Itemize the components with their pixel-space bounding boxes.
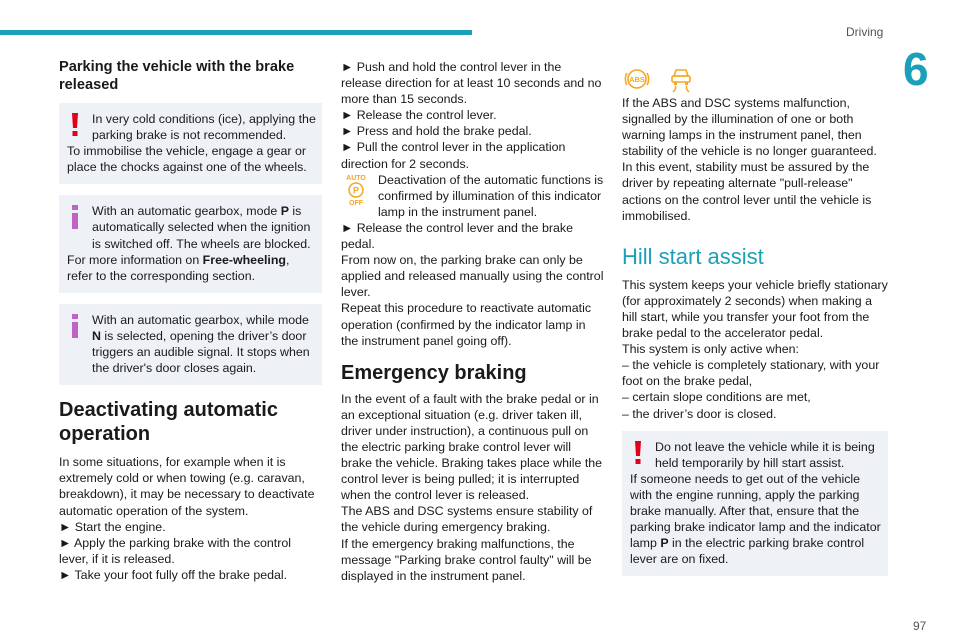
auto-p-off-indicator-icon [341, 173, 371, 206]
indicator-text: Deactivation of the automatic functions is confirmed by illumination of this indicator lamp in the instrument panel. [378, 172, 604, 219]
warning-text-first: In very cold conditions (ice), applying the parking brake is not recommended. [92, 112, 316, 143]
page-number: 97 [913, 619, 927, 633]
info-text [67, 312, 316, 376]
info-icon [69, 312, 81, 340]
step: ► Release the control lever. [341, 108, 497, 123]
info-text-rest [67, 252, 316, 284]
paragraph: Repeat this procedure to reactivate automatic operation (confirmed by the indicator lamp in the instrument panel going off). [341, 301, 592, 348]
info-text: is automatically selected when the ignition is switched off. The wheels are blocked. [92, 204, 311, 251]
warning-text: in the electric parking brake control lever are on fixed. [630, 536, 865, 567]
info-box-automatic-n [59, 304, 322, 385]
warning-text-rest [630, 471, 882, 568]
abs-warning-icon [622, 64, 652, 94]
hill-paragraph: This system keeps your vehicle briefly stationary (for approximately 2 seconds) when making a hill start, while you transfer your foot from the brake pedal to the accelerator pedal. [622, 277, 888, 341]
chapter-number: 6 [903, 43, 929, 95]
step: ► Press and hold the brake pedal. [341, 124, 532, 139]
exclamation-warning-icon [69, 111, 81, 139]
section-name: Driving [846, 25, 884, 39]
column-2 [341, 59, 605, 584]
free-wheeling-label: Free-wheeling [202, 252, 286, 267]
svg-text:OFF: OFF [349, 199, 363, 206]
warning-text-first: Do not leave the vehicle while it is being held temporarily by hill start assist. [655, 439, 875, 470]
info-text: With an automatic gearbox, while mode [92, 312, 309, 327]
warning-box-cold [59, 103, 322, 184]
abs-paragraph: If the ABS and DSC systems malfunction, signalled by the illumination of one or both warning lamps in the instrument panel, then stability of the vehicle is no longer guaranteed. [622, 96, 877, 159]
info-icon [69, 203, 81, 231]
warning-box-hill-start [622, 431, 888, 577]
mode-n-label: N [92, 328, 101, 343]
hill-start-heading: Hill start assist [622, 243, 764, 269]
mode-p-label: P [280, 204, 289, 219]
header-accent-bar [0, 30, 472, 35]
info-text: For more information on [67, 252, 203, 267]
step: ► Apply the parking brake with the control lever, if it is released. [59, 535, 291, 566]
deactivating-heading: Deactivating automatic operation [59, 399, 278, 446]
exclamation-warning-icon [632, 439, 644, 467]
info-text-first [67, 203, 316, 251]
warning-text-rest: To immobilise the vehicle, engage a gear or place the chocks against one of the wheels. [67, 144, 307, 175]
warning-text: If someone needs to get out of the vehicle with the engine running, apply the parking brake manually. After that, ensure that the parking brake indicator lamp and the indicator lamp [630, 471, 881, 551]
svg-text:AUTO: AUTO [346, 174, 366, 182]
parking-heading: Parking the vehicle with the brake released [59, 59, 295, 93]
step: ► Start the engine. [59, 519, 166, 534]
warning-lamps-row [622, 62, 888, 95]
info-text: With an automatic gearbox, mode [92, 204, 281, 219]
auto-off-indicator-row [341, 172, 605, 220]
emergency-heading: Emergency braking [341, 361, 527, 384]
svg-text:P: P [352, 185, 360, 196]
hill-start-body [622, 277, 888, 422]
paragraph: From now on, the parking brake can only be applied and released manually using the control lever. [341, 253, 604, 300]
deactivating-paragraph: In some situations, for example when it is extremely cold or when towing (e.g. caravan, breakdown), it may be necessary to deactivate automatic operation of the system. [59, 455, 315, 518]
column-3 [622, 62, 888, 576]
abs-paragraph: In this event, stability must be assured by the driver by repeating alternate "pull-release" actions on the control lever until the vehicle is immobilised. [622, 160, 872, 223]
step: ► Push and hold the control lever in the release direction for at least 10 seconds and no more than 15 seconds. [341, 60, 602, 107]
info-text: is selected, opening the driver’s door triggers an audible signal. It stops when the driver's door closes again. [92, 328, 310, 376]
emergency-paragraph: In the event of a fault with the brake pedal or in an exceptional situation (e.g. driver taken ill, driver under instruction), a continuous pull on the electric parking brake control lever will brake the vehicle. Braking takes place while the control lever is being pulled; it is interrupted when the control lever is released. [341, 391, 603, 503]
column-1 [59, 58, 322, 583]
dsc-warning-icon [666, 63, 696, 93]
indicator-p-label: P [660, 536, 669, 551]
hill-list-item: – certain slope conditions are met, [622, 390, 811, 405]
hill-list-item: – the driver’s door is closed. [622, 406, 777, 421]
step: ► Pull the control lever in the application direction for 2 seconds. [341, 140, 566, 171]
info-box-automatic-p [59, 195, 322, 292]
svg-text:ABS: ABS [629, 75, 645, 84]
step: ► Take your foot fully off the brake pedal. [59, 567, 288, 582]
emergency-paragraph: If the emergency braking malfunctions, the message "Parking brake control faulty" will be displayed in the instrument panel. [341, 536, 592, 583]
hill-list-item: – the vehicle is completely stationary, with your foot on the brake pedal, [622, 358, 880, 389]
info-text: , refer to the corresponding section. [67, 252, 290, 283]
emergency-paragraph: The ABS and DSC systems ensure stability of the vehicle during emergency braking. [341, 504, 593, 535]
step: ► Release the control lever and the brake pedal. [341, 220, 573, 252]
hill-paragraph: This system is only active when: [622, 342, 799, 357]
